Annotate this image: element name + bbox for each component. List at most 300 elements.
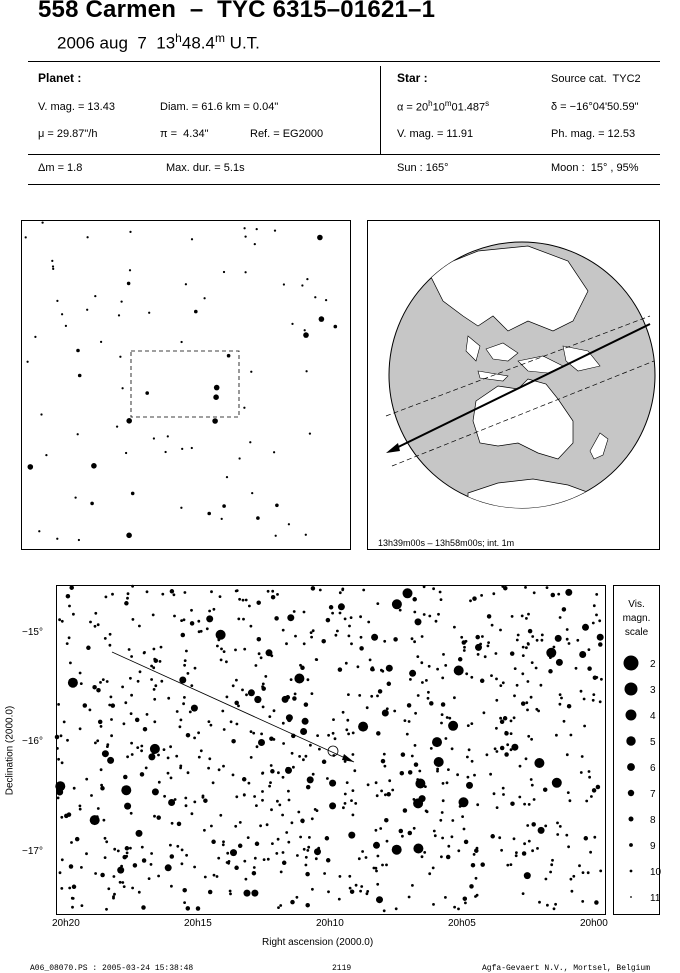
- star: [52, 265, 54, 267]
- star: [243, 648, 246, 651]
- star: [392, 845, 402, 855]
- star: [150, 852, 153, 855]
- star: [235, 679, 238, 682]
- star: [502, 793, 505, 796]
- star: [451, 747, 454, 750]
- star: [302, 758, 305, 761]
- star: [527, 613, 530, 616]
- star: [130, 812, 133, 815]
- star: [341, 588, 344, 591]
- star: [237, 618, 240, 621]
- star: [131, 585, 134, 588]
- dec-tick-17: −17°: [22, 846, 43, 857]
- star: [453, 906, 456, 909]
- star: [113, 848, 116, 851]
- star: [235, 590, 238, 593]
- star: [291, 323, 293, 325]
- star: [582, 871, 585, 874]
- star: [179, 725, 182, 728]
- star: [477, 653, 480, 656]
- star: [554, 903, 557, 906]
- star: [440, 855, 443, 858]
- star: [298, 755, 301, 758]
- star: [307, 678, 310, 681]
- star: [400, 771, 405, 776]
- star: [510, 801, 515, 806]
- star: [553, 907, 556, 910]
- star: [592, 699, 595, 702]
- star: [268, 715, 271, 718]
- star: [541, 639, 544, 642]
- star: [421, 635, 424, 638]
- star: [296, 896, 299, 899]
- star: [148, 312, 150, 314]
- star: [557, 593, 560, 596]
- star: [495, 699, 498, 702]
- star: [362, 589, 365, 592]
- star: [546, 648, 556, 658]
- star: [408, 720, 411, 723]
- star: [125, 452, 127, 454]
- star: [121, 387, 123, 389]
- star: [359, 615, 362, 618]
- star: [226, 476, 228, 478]
- star: [329, 605, 334, 610]
- star: [470, 722, 473, 725]
- star: [157, 754, 160, 757]
- star: [207, 512, 211, 516]
- star: [352, 814, 355, 817]
- star: [145, 767, 148, 770]
- star: [500, 720, 505, 725]
- star: [86, 309, 88, 311]
- star: [258, 652, 261, 655]
- star: [444, 664, 447, 667]
- star: [57, 758, 60, 761]
- star: [131, 887, 134, 890]
- star: [515, 854, 518, 857]
- star: [89, 621, 92, 624]
- star: [464, 902, 467, 905]
- ra-tick-20h05: 20h05: [448, 918, 476, 929]
- star: [456, 670, 461, 675]
- star: [193, 801, 196, 804]
- star: [100, 768, 103, 771]
- star: [111, 593, 114, 596]
- star: [124, 601, 128, 606]
- planet-diameter: Diam. = 61.6 km = 0.04": [160, 101, 279, 113]
- star: [266, 823, 269, 826]
- star: [504, 731, 509, 736]
- star: [216, 875, 219, 878]
- star: [599, 870, 602, 873]
- star: [548, 669, 553, 674]
- star: [277, 771, 280, 774]
- star: [593, 604, 596, 607]
- star: [540, 684, 543, 687]
- star: [113, 875, 116, 878]
- star: [230, 849, 237, 856]
- star: [282, 742, 285, 745]
- star: [287, 841, 290, 844]
- star: [248, 782, 251, 785]
- star: [326, 858, 331, 863]
- star: [352, 753, 355, 756]
- star: [219, 814, 222, 817]
- star: [63, 721, 66, 724]
- star: [45, 454, 47, 456]
- star: [100, 341, 102, 343]
- star: [100, 725, 103, 728]
- direction-arrow: [386, 443, 400, 453]
- star: [180, 507, 182, 509]
- star: [480, 862, 485, 867]
- star: [270, 808, 273, 811]
- star: [121, 686, 124, 689]
- star: [105, 908, 108, 911]
- star: [514, 667, 517, 670]
- star: [506, 743, 509, 746]
- star: [344, 618, 347, 621]
- star: [367, 783, 370, 786]
- star: [189, 711, 192, 714]
- star: [346, 781, 349, 784]
- star: [412, 597, 417, 602]
- star: [290, 900, 295, 905]
- star: [126, 852, 129, 855]
- star: [499, 717, 502, 720]
- star: [270, 654, 273, 657]
- star: [169, 844, 172, 847]
- star: [423, 613, 426, 616]
- star: [122, 855, 127, 860]
- star: [386, 792, 391, 797]
- star: [146, 590, 149, 593]
- star: [496, 750, 499, 753]
- star: [440, 722, 443, 725]
- star: [448, 717, 451, 720]
- star: [571, 890, 574, 893]
- star: [56, 538, 58, 540]
- star: [185, 804, 188, 807]
- star: [303, 611, 306, 614]
- star: [528, 629, 533, 634]
- star: [282, 776, 285, 779]
- star: [65, 325, 67, 327]
- planet-parallax: π = 4.34": [160, 128, 209, 140]
- star: [257, 637, 262, 642]
- star: [471, 760, 474, 763]
- star: [133, 863, 138, 868]
- star: [150, 863, 153, 866]
- star: [183, 618, 186, 621]
- star: [375, 781, 378, 784]
- star: [120, 300, 122, 302]
- star: [167, 435, 169, 437]
- star: [401, 835, 404, 838]
- star: [327, 890, 330, 893]
- star: [283, 283, 285, 285]
- star: [148, 877, 151, 880]
- star: [436, 770, 439, 773]
- star: [360, 636, 363, 639]
- star: [69, 585, 74, 590]
- star: [56, 747, 59, 750]
- star: [243, 860, 246, 863]
- star: [304, 702, 309, 707]
- star: [132, 618, 135, 621]
- ra-tick-20h00: 20h00: [580, 918, 608, 929]
- star: [469, 884, 474, 889]
- star: [486, 753, 489, 756]
- star: [141, 846, 144, 849]
- star: [345, 728, 348, 731]
- star: [124, 701, 127, 704]
- star: [413, 640, 416, 643]
- star: [273, 451, 275, 453]
- star: [60, 734, 63, 737]
- star: [175, 755, 178, 758]
- star: [329, 802, 336, 809]
- star: [180, 719, 183, 722]
- scale-symbol: [626, 710, 637, 721]
- star: [380, 669, 383, 672]
- star: [104, 637, 107, 640]
- star: [184, 659, 187, 662]
- star: [373, 867, 376, 870]
- star: [90, 502, 94, 506]
- scale-symbol: [630, 870, 633, 873]
- star: [530, 696, 533, 699]
- star: [163, 795, 166, 798]
- star: [411, 755, 414, 758]
- star: [472, 596, 477, 601]
- star: [221, 518, 223, 520]
- star: [469, 599, 472, 602]
- star: [239, 821, 242, 824]
- star: [580, 690, 583, 693]
- star: [329, 780, 336, 787]
- star: [436, 668, 439, 671]
- star: [510, 732, 513, 735]
- star: [528, 840, 531, 843]
- star: [524, 586, 527, 589]
- star: [208, 890, 213, 895]
- star: [153, 720, 156, 723]
- star: [169, 745, 172, 748]
- star: [371, 634, 378, 641]
- star: [186, 906, 191, 911]
- star: [234, 825, 237, 828]
- star: [416, 778, 419, 781]
- star: [231, 739, 236, 744]
- star: [339, 591, 342, 594]
- star: [242, 777, 247, 782]
- star: [525, 617, 528, 620]
- star: [285, 767, 292, 774]
- star: [218, 768, 221, 771]
- star: [217, 639, 220, 642]
- star: [305, 370, 307, 372]
- star: [91, 463, 97, 469]
- star: [525, 757, 528, 760]
- star: [273, 709, 276, 712]
- star: [513, 716, 516, 719]
- star: [524, 872, 531, 879]
- star: [441, 677, 444, 680]
- star: [475, 877, 478, 880]
- star: [570, 734, 573, 737]
- star: [191, 705, 198, 712]
- star: [303, 332, 309, 338]
- star: [287, 614, 294, 621]
- star: [170, 885, 173, 888]
- star: [569, 799, 572, 802]
- star: [180, 341, 182, 343]
- star: [376, 794, 379, 797]
- star: [139, 670, 142, 673]
- star: [130, 712, 133, 715]
- star: [153, 437, 155, 439]
- star: [379, 827, 382, 830]
- star: [358, 857, 361, 860]
- star: [263, 858, 266, 861]
- star: [348, 635, 351, 638]
- star: [57, 797, 60, 800]
- star: [522, 851, 527, 856]
- star: [325, 836, 330, 841]
- star: [306, 849, 309, 852]
- star: [213, 394, 219, 400]
- star: [303, 642, 306, 645]
- star: [245, 878, 248, 881]
- star: [148, 753, 155, 760]
- star: [471, 863, 476, 868]
- star: [495, 652, 498, 655]
- star: [244, 235, 246, 237]
- footer-number: 2119: [332, 964, 352, 973]
- star: [259, 824, 262, 827]
- star: [153, 688, 156, 691]
- star: [256, 228, 258, 230]
- header-rule-bottom: [28, 184, 660, 185]
- star: [588, 770, 591, 773]
- star: [495, 678, 498, 681]
- star: [463, 828, 466, 831]
- star: [566, 628, 569, 631]
- star: [321, 639, 326, 644]
- star: [322, 760, 327, 765]
- star: [34, 336, 36, 338]
- star: [416, 655, 419, 658]
- star: [126, 755, 129, 758]
- star: [570, 878, 573, 881]
- star: [94, 295, 96, 297]
- star: [473, 774, 476, 777]
- star: [306, 278, 308, 280]
- star: [244, 271, 246, 273]
- star: [116, 425, 118, 427]
- star: [60, 816, 63, 819]
- star: [424, 785, 427, 788]
- star: [475, 635, 480, 640]
- scale-symbol: [625, 683, 638, 696]
- star: [80, 866, 83, 869]
- ra-tick-20h20: 20h20: [52, 918, 80, 929]
- star: [106, 680, 109, 683]
- star: [315, 857, 318, 860]
- star: [85, 778, 88, 781]
- star: [585, 800, 588, 803]
- star: [385, 864, 388, 867]
- star: [124, 803, 131, 810]
- star: [152, 614, 155, 617]
- star: [441, 837, 444, 840]
- star: [584, 836, 589, 841]
- star: [344, 802, 347, 805]
- star: [305, 903, 310, 908]
- star: [598, 642, 603, 647]
- star: [593, 675, 598, 680]
- scale-mag-label: 2: [650, 659, 656, 670]
- star: [100, 784, 103, 787]
- star: [106, 745, 109, 748]
- star: [234, 649, 237, 652]
- star: [279, 904, 282, 907]
- star: [182, 888, 187, 893]
- star: [345, 662, 348, 665]
- star: [126, 533, 132, 539]
- star: [567, 845, 570, 848]
- star: [474, 895, 477, 898]
- star: [401, 752, 406, 757]
- star: [476, 847, 479, 850]
- star: [123, 722, 126, 725]
- star: [357, 665, 360, 668]
- star: [447, 768, 450, 771]
- star: [552, 778, 562, 788]
- star: [26, 361, 28, 363]
- scale-mag-label: 9: [650, 841, 656, 852]
- star: [232, 774, 235, 777]
- star: [511, 615, 514, 618]
- star: [80, 682, 83, 685]
- star: [238, 844, 243, 849]
- star: [256, 516, 260, 520]
- star: [307, 776, 314, 783]
- star: [235, 795, 238, 798]
- star: [286, 714, 293, 721]
- star: [588, 648, 591, 651]
- star: [161, 593, 164, 596]
- star: [521, 701, 526, 706]
- star: [90, 815, 100, 825]
- star: [51, 260, 53, 262]
- star: [375, 870, 378, 873]
- star: [94, 742, 97, 745]
- star: [230, 720, 233, 723]
- star: [490, 834, 495, 839]
- star: [466, 782, 473, 789]
- star: [483, 711, 486, 714]
- star: [181, 633, 186, 638]
- star: [311, 817, 314, 820]
- star: [535, 667, 538, 670]
- star: [404, 719, 407, 722]
- star: [480, 594, 483, 597]
- star: [153, 658, 156, 661]
- star: [69, 662, 72, 665]
